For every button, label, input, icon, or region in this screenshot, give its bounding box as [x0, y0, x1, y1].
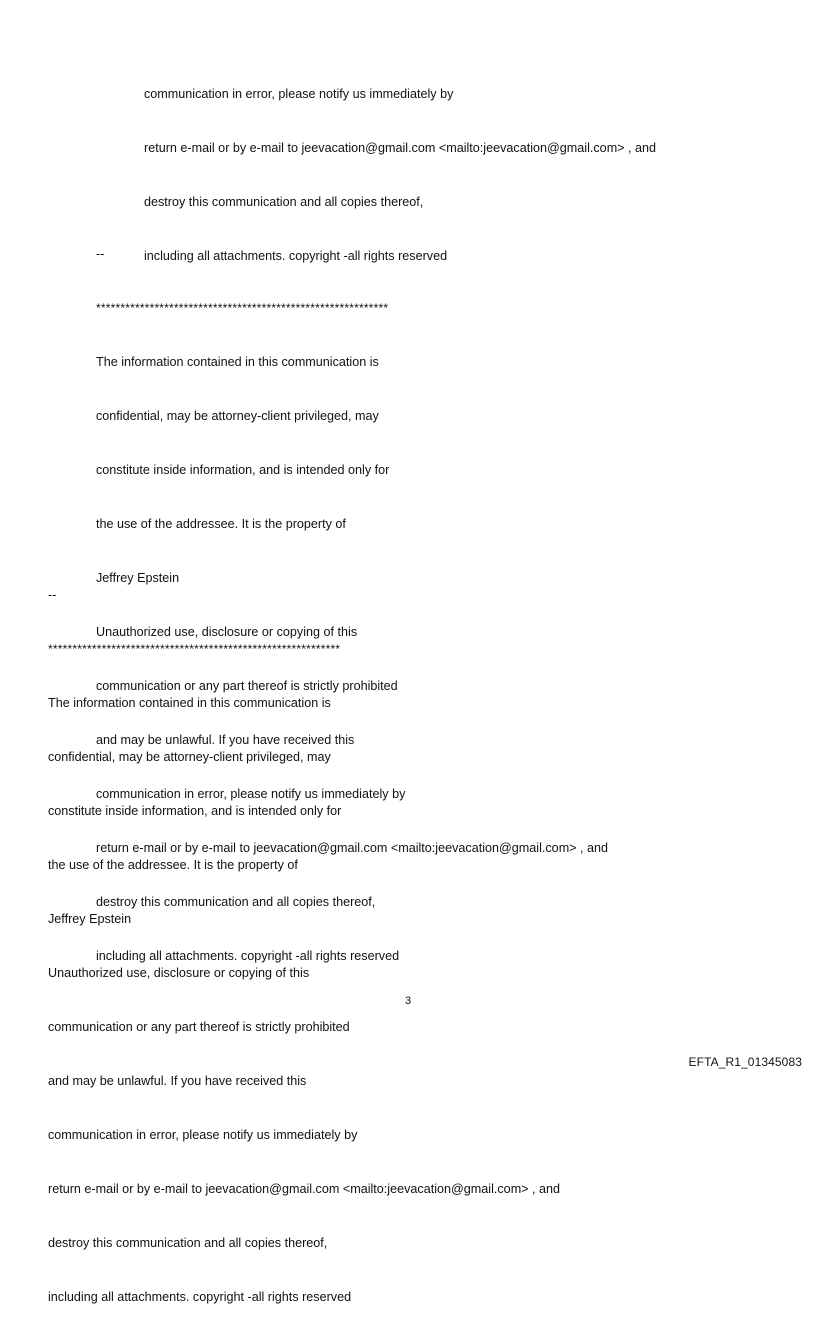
text-line: and may be unlawful. If you have received this — [96, 733, 355, 747]
text-line: confidential, may be attorney-client privileged, may — [96, 409, 379, 423]
disclaimer-block — [48, 550, 560, 1324]
text-line: the use of the addressee. It is the property of — [48, 858, 298, 872]
text-line: communication in error, please notify us immediately by — [48, 1128, 358, 1142]
signature-dashes: -- — [48, 588, 57, 602]
text-line: destroy this communication and all copies thereof, — [144, 195, 424, 209]
asterisk-separator: ************************************************************ — [48, 642, 341, 656]
text-line: Jeffrey Epstein — [96, 571, 180, 585]
text-line: communication or any part thereof is strictly prohibited — [48, 1020, 350, 1034]
text-line: The information contained in this communication is — [48, 696, 331, 710]
text-line: and may be unlawful. If you have received this — [48, 1074, 307, 1088]
text-line: Unauthorized use, disclosure or copying of this — [96, 625, 358, 639]
text-line: Unauthorized use, disclosure or copying of this — [48, 966, 310, 980]
text-line: the use of the addressee. It is the property of — [96, 517, 346, 531]
page-number: 3 — [404, 995, 412, 1007]
text-line: Jeffrey Epstein — [48, 912, 132, 926]
text-line: constitute inside information, and is intended only for — [48, 804, 342, 818]
text-line: communication or any part thereof is strictly prohibited — [96, 679, 398, 693]
text-line: communication in error, please notify us immediately by — [96, 787, 406, 801]
text-line: confidential, may be attorney-client privileged, may — [48, 750, 331, 764]
text-line: return e-mail or by e-mail to jeevacation@gmail.com <mailto:jeevacation@gmail.com> , and — [144, 141, 657, 155]
text-line: The information contained in this communication is — [96, 355, 379, 369]
text-line: including all attachments. copyright -all rights reserved — [96, 949, 400, 963]
asterisk-separator: ************************************************************ — [96, 301, 389, 315]
text-line: return e-mail or by e-mail to jeevacation@gmail.com <mailto:jeevacation@gmail.com> , and — [96, 841, 609, 855]
text-line: return e-mail or by e-mail to jeevacation@gmail.com <mailto:jeevacation@gmail.com> , and — [48, 1182, 561, 1196]
bates-number: EFTA_R1_01345083 — [688, 1055, 802, 1069]
text-line: including all attachments. copyright -all rights reserved — [144, 249, 448, 263]
text-line: destroy this communication and all copies thereof, — [96, 895, 376, 909]
signature-dashes: -- — [96, 247, 105, 261]
text-line: including all attachments. copyright -all rights reserved — [48, 1290, 352, 1304]
text-line: destroy this communication and all copies thereof, — [48, 1236, 328, 1250]
text-line: constitute inside information, and is intended only for — [96, 463, 390, 477]
text-line: communication in error, please notify us immediately by — [144, 87, 454, 101]
